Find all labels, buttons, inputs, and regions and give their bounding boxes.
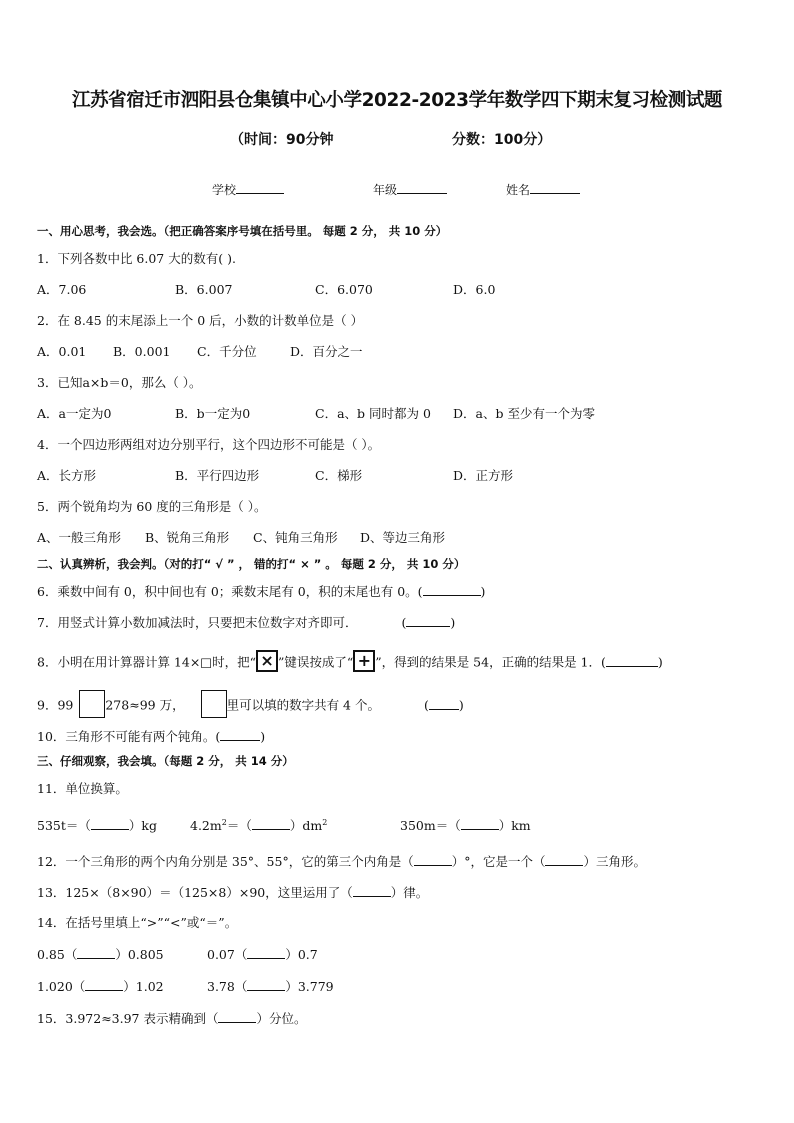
multiply-key-icon: × — [256, 650, 278, 672]
q7-answer-blank[interactable] — [406, 616, 450, 627]
q7-close: ) — [450, 615, 456, 630]
q14-r2a-end: ）1.02 — [123, 979, 164, 994]
q12-text-a: 12．一个三角形的两个内角分别是 35°、55°，它的第三个内角是（ — [37, 854, 414, 869]
q1-option-d[interactable]: D．6.0 — [453, 282, 496, 297]
q15-text-a: 15．3.972≈3.97 表示精确到（ — [37, 1011, 219, 1026]
q11-b-unit-sup: 2 — [322, 818, 328, 827]
exam-score: 分数：100分） — [452, 132, 552, 148]
q11-b-blank[interactable] — [252, 819, 290, 830]
q9-text-a: 9．99 — [37, 697, 74, 713]
q14-r2b-blank[interactable] — [247, 980, 285, 991]
q8 — [37, 652, 663, 674]
q9-text-c: 里可以填的数字共有 4 个。 — [226, 697, 380, 713]
q9-close: ) — [458, 697, 464, 713]
q2-option-a[interactable]: A．0.01 — [37, 344, 87, 359]
q9-answer-blank[interactable] — [429, 699, 459, 710]
q5-option-b[interactable]: B、锐角三角形 — [145, 530, 230, 545]
q9-digit-box-ref — [201, 690, 227, 718]
q1-option-a[interactable]: A．7.06 — [37, 282, 87, 297]
q1-option-c[interactable]: C．6.070 — [315, 282, 373, 297]
q14-row2-a — [37, 980, 164, 994]
q12-blank-1[interactable] — [414, 855, 452, 866]
name-blank[interactable] — [530, 183, 580, 194]
q12 — [37, 855, 646, 869]
q11: 11．单位换算。 — [37, 781, 128, 796]
q13-text-a: 13．125×（8×90）＝（125×8）×90，这里运用了（ — [37, 885, 353, 900]
q8-close: ) — [657, 654, 663, 670]
q12-text-c: ）三角形。 — [583, 854, 646, 869]
q8-answer-blank[interactable] — [606, 656, 658, 667]
q3-stem: 3．已知a×b＝0，那么（ ）。 — [37, 375, 202, 390]
q14-r2a-text: 1.020（ — [37, 979, 86, 994]
q12-blank-2[interactable] — [545, 855, 583, 866]
q4-option-b[interactable]: B．平行四边形 — [175, 468, 260, 483]
school-label: 学校 — [212, 183, 237, 197]
q8-text-b: ”键误按成了“ — [278, 654, 354, 670]
q14-r1b-text: 0.07（ — [207, 947, 248, 962]
q9 — [37, 692, 464, 720]
q14-r1b-end: ）0.7 — [285, 947, 318, 962]
q14-r1a-text: 0.85（ — [37, 947, 78, 962]
section3-heading: 三、仔细观察，我会填。（每题 2 分， 共 14 分） — [37, 754, 294, 768]
q11-c-unit: ）km — [498, 818, 531, 833]
q5-stem: 5．两个锐角均为 60 度的三角形是（ ）。 — [37, 499, 267, 514]
q14-r2a-blank[interactable] — [85, 980, 123, 991]
q11-a-blank[interactable] — [91, 819, 129, 830]
q4-option-d[interactable]: D．正方形 — [453, 468, 514, 483]
q11-c — [400, 819, 531, 833]
q5-option-a[interactable]: A、一般三角形 — [37, 530, 122, 545]
q3-option-b[interactable]: B．b一定为0 — [175, 406, 251, 421]
q7 — [37, 616, 455, 630]
q2-option-c[interactable]: C．千分位 — [197, 344, 257, 359]
school-field[interactable] — [212, 181, 284, 198]
q9-digit-box[interactable] — [79, 690, 105, 718]
page-title: 江苏省宿迁市泗阳县仓集镇中心小学2022-2023学年数学四下期末复习检测试题 — [71, 90, 723, 111]
q8-text-c: ”，得到的结果是 54，正确的结果是 1．( — [375, 654, 606, 670]
q11-c-blank[interactable] — [461, 819, 499, 830]
q3-option-d[interactable]: D．a、b 至少有一个为零 — [453, 406, 595, 421]
q15 — [37, 1012, 307, 1026]
q2-option-b[interactable]: B．0.001 — [113, 344, 171, 359]
q11-b-text: 4.2m — [190, 818, 222, 834]
grade-field[interactable] — [373, 181, 447, 198]
section2-heading: 二、认真辨析，我会判。（对的打“ √ ” ， 错的打“ × ” 。 每题 2 分， 共 10 分） — [37, 557, 466, 571]
q3-option-a[interactable]: A．a一定为0 — [37, 406, 112, 421]
q14-r2b-end: ）3.779 — [285, 979, 334, 994]
school-blank[interactable] — [236, 183, 284, 194]
q14-row1-a — [37, 948, 164, 962]
q6-close: ) — [480, 584, 486, 599]
exam-time: （时间：90分钟 — [230, 132, 334, 148]
q10 — [37, 730, 265, 744]
q13-text-b: ）律。 — [390, 885, 429, 900]
q3-option-c[interactable]: C．a、b 同时都为 0 — [315, 406, 431, 421]
q11-c-text: 350m＝（ — [400, 818, 461, 833]
q5-option-d[interactable]: D、等边三角形 — [360, 530, 446, 545]
q1-option-b[interactable]: B．6.007 — [175, 282, 233, 297]
q7-text: 7．用竖式计算小数加减法时，只要把末位数字对齐即可． — [37, 615, 358, 630]
q11-a — [37, 819, 157, 833]
grade-blank[interactable] — [397, 183, 447, 194]
q6 — [37, 585, 485, 599]
q4-option-c[interactable]: C．梯形 — [315, 468, 363, 483]
q9-text-b: 278≈99 万， — [105, 697, 185, 713]
q4-option-a[interactable]: A．长方形 — [37, 468, 97, 483]
q6-text: 6．乘数中间有 0，积中间也有 0；乘数末尾有 0，积的末尾也有 0。( — [37, 584, 423, 599]
q10-close: ) — [260, 729, 266, 744]
plus-key-icon: + — [353, 650, 375, 672]
q10-text: 10．三角形不可能有两个钝角。( — [37, 729, 221, 744]
q11-a-unit: ）kg — [128, 818, 157, 833]
q14-row1-b — [207, 948, 318, 962]
q10-answer-blank[interactable] — [220, 730, 260, 741]
q4-stem: 4．一个四边形两组对边分别平行，这个四边形不可能是（ ）。 — [37, 437, 381, 452]
q14-r1a-blank[interactable] — [77, 948, 115, 959]
q14: 14．在括号里填上“>”“<”或“＝”。 — [37, 915, 238, 930]
q2-option-d[interactable]: D．百分之一 — [290, 344, 363, 359]
section1-heading: 一、用心思考，我会选。（把正确答案序号填在括号里。 每题 2 分， 共 10 分） — [37, 224, 448, 238]
q11-b — [190, 819, 327, 833]
q14-r1b-blank[interactable] — [247, 948, 285, 959]
q14-r2b-text: 3.78（ — [207, 979, 248, 994]
q14-r1a-end: ）0.805 — [115, 947, 164, 962]
q1-stem: 1．下列各数中比 6.07 大的数有( ). — [37, 251, 236, 266]
q15-blank[interactable] — [218, 1012, 256, 1023]
q11-b-text2: ＝（ — [226, 818, 252, 834]
q11-b-unit: ）dm — [289, 818, 323, 834]
q8-text-a: 8．小明在用计算器计算 14×□时，把“ — [37, 654, 257, 670]
q11-b-sup: 2 — [221, 818, 227, 827]
q12-text-b: ）°，它是一个（ — [451, 854, 546, 869]
name-label: 姓名 — [506, 183, 531, 197]
q7-open: ( — [401, 615, 407, 630]
q5-option-c[interactable]: C、钝角三角形 — [253, 530, 338, 545]
q9-open: ( — [423, 697, 429, 713]
name-field[interactable] — [506, 181, 580, 198]
q14-row2-b — [207, 980, 334, 994]
q2-stem: 2．在 8.45 的末尾添上一个 0 后，小数的计数单位是（ ） — [37, 313, 364, 328]
q13-blank[interactable] — [353, 886, 391, 897]
q13 — [37, 886, 428, 900]
q6-answer-blank[interactable] — [423, 585, 481, 596]
q15-text-b: ）分位。 — [256, 1011, 307, 1026]
q11-a-text: 535t＝（ — [37, 818, 91, 833]
grade-label: 年级 — [373, 183, 398, 197]
